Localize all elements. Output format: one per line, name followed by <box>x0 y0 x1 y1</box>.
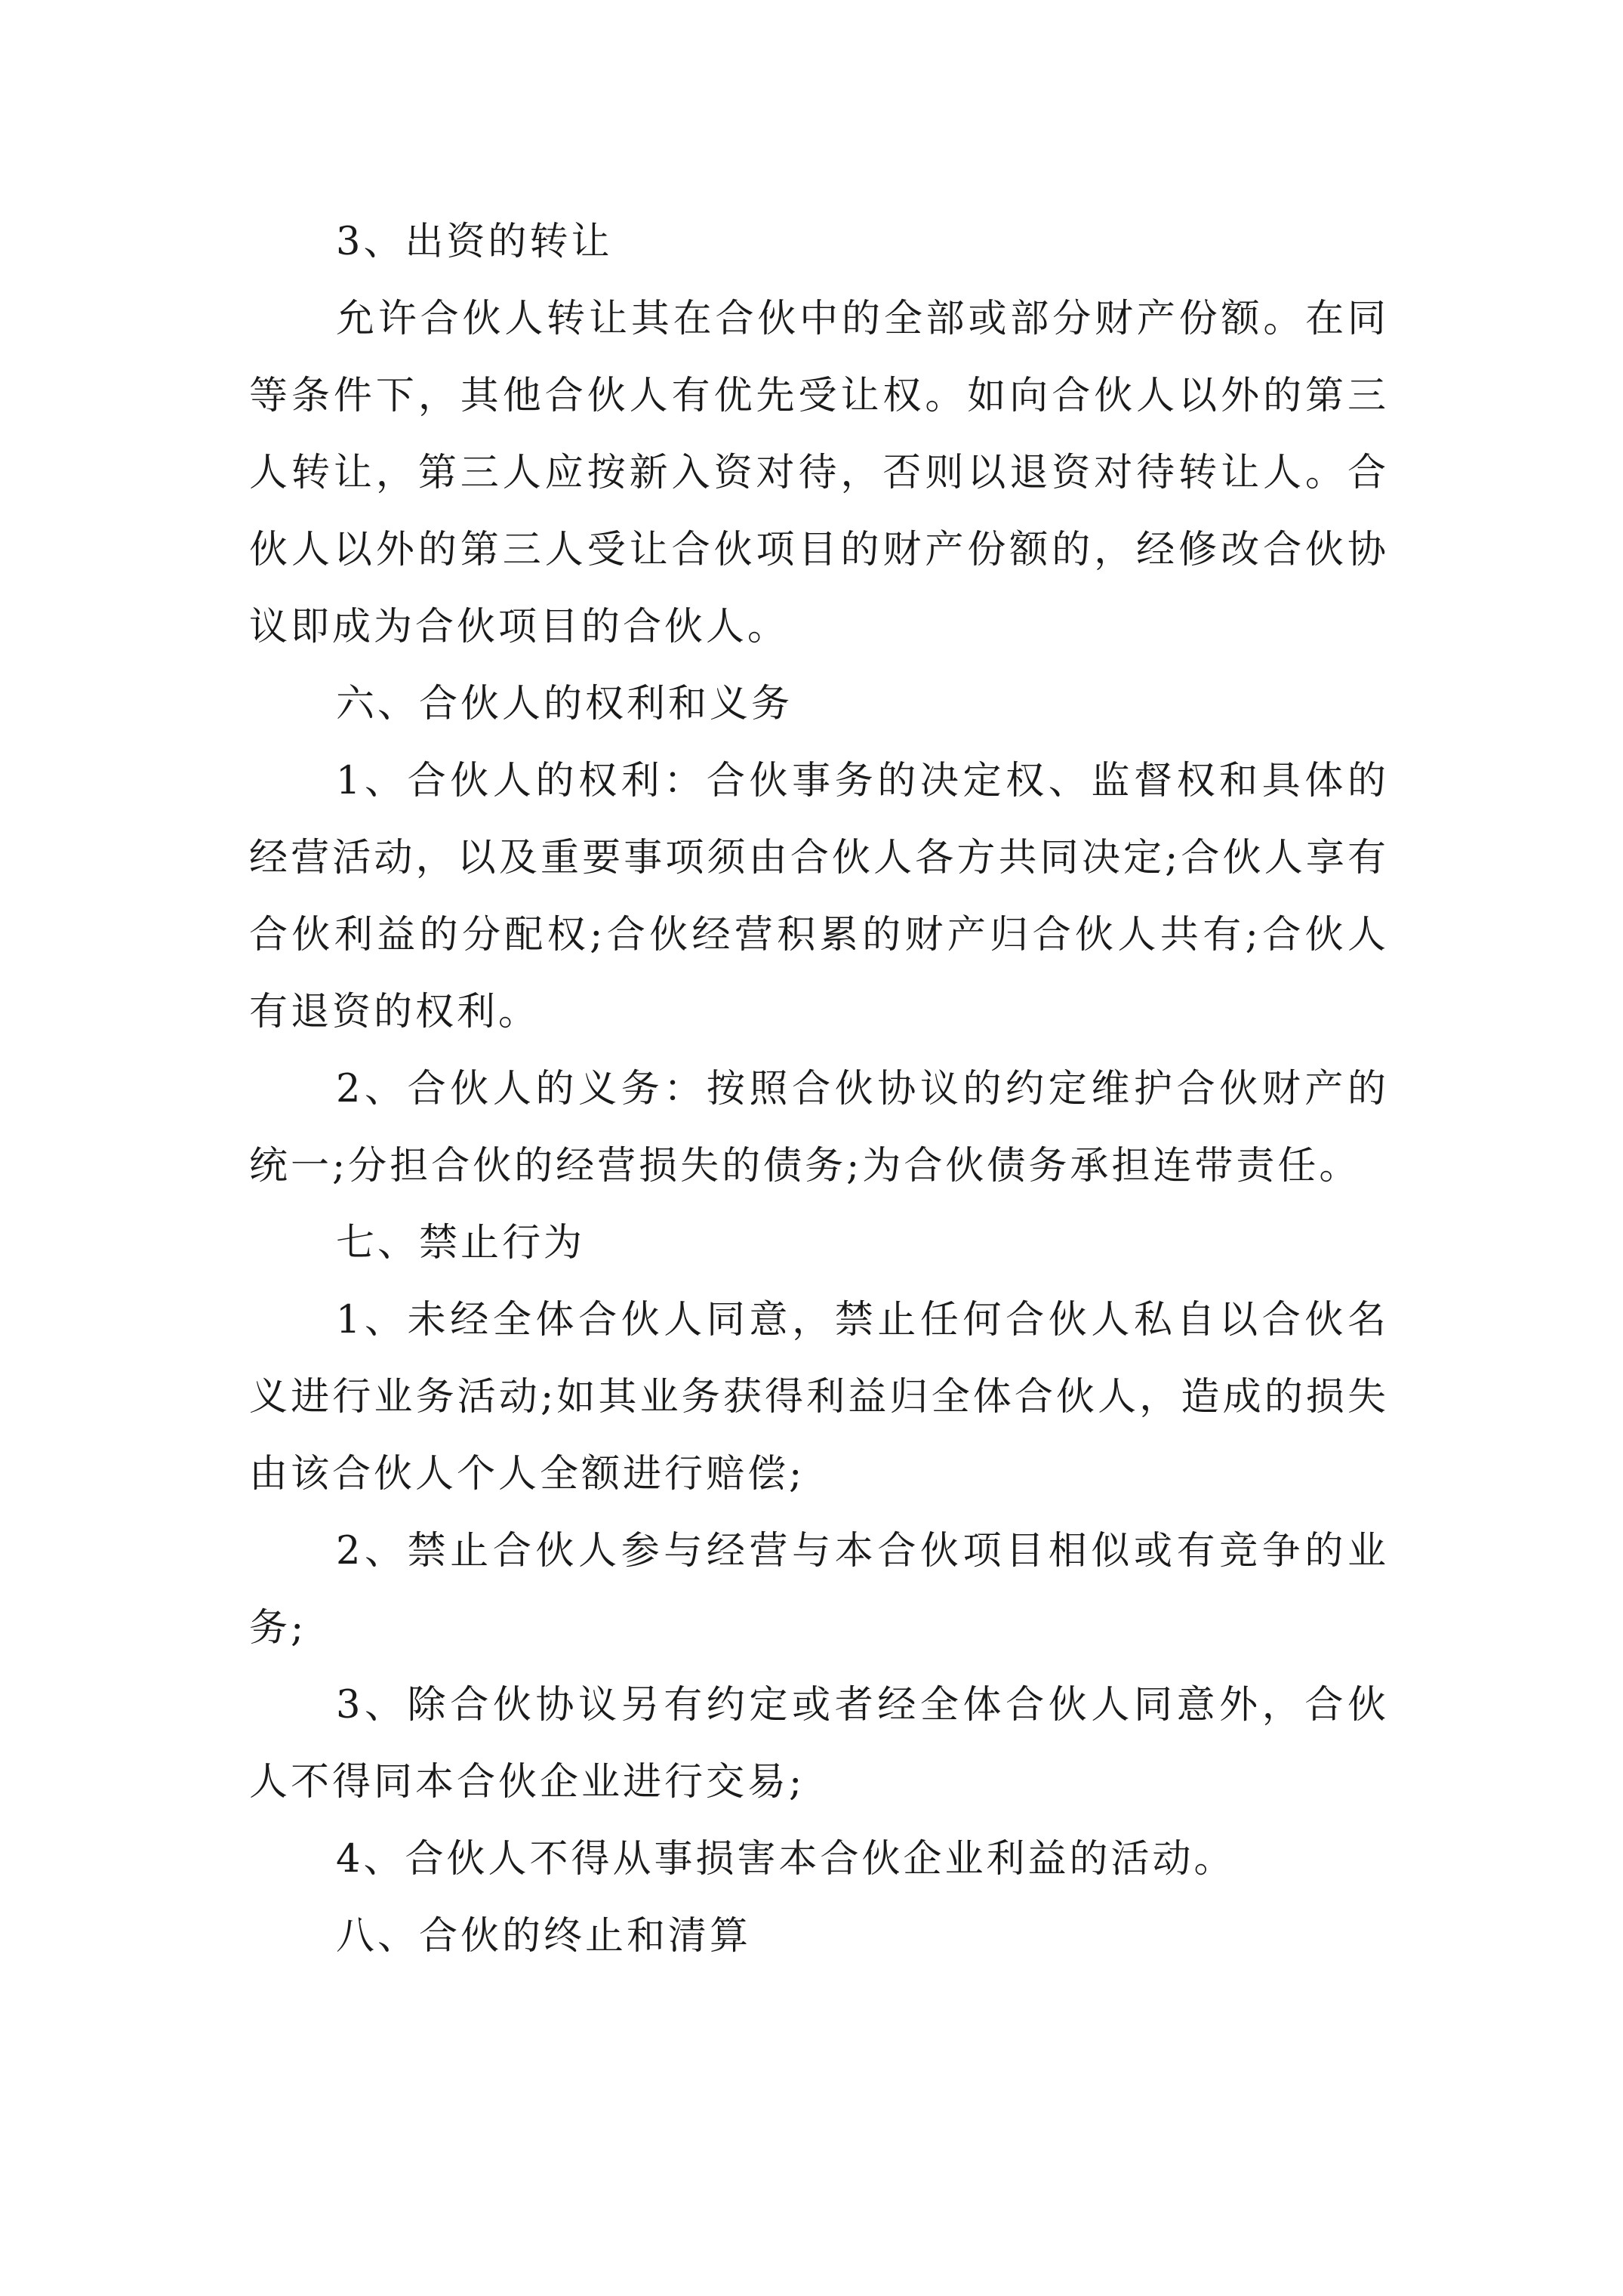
paragraph-prohibition-2: 2、禁止合伙人参与经营与本合伙项目相似或有竞争的业务; <box>249 1529 1389 1650</box>
paragraph-partner-rights: 1、合伙人的权利：合伙事务的决定权、监督权和具体的经营活动，以及重要事项须由合伙人各方共同决定;合伙人享有合伙利益的分配权;合伙经营积累的财产归合伙人共有;合伙人有退资的权利。 <box>249 759 1389 1034</box>
paragraph-prohibition-4: 4、合伙人不得从事损害本合伙企业利益的活动。 <box>336 1837 1236 1881</box>
paragraph-capital-transfer: 允许合伙人转让其在合伙中的全部或部分财产份额。在同等条件下，其他合伙人有优先受让权。如向合伙人以外的第三人转让，第三人应按新入资对待，否则以退资对待转让人。合伙人以外的第三人受让合伙项目的财产份额的，经修改合伙协议即成为合伙项目的合伙人。 <box>249 297 1389 649</box>
paragraph-prohibition-3: 3、除合伙协议另有约定或者经全体合伙人同意外，合伙人不得同本合伙企业进行交易; <box>249 1683 1389 1804</box>
section-heading-prohibited-acts: 七、禁止行为 <box>336 1221 586 1265</box>
section-heading-capital-transfer: 3、出资的转让 <box>336 220 613 264</box>
paragraph-partner-obligations: 2、合伙人的义务：按照合伙协议的约定维护合伙财产的统一;分担合伙的经营损失的债务;为合伙债务承担连带责任。 <box>249 1067 1389 1188</box>
section-heading-termination: 八、合伙的终止和清算 <box>336 1914 752 1959</box>
section-heading-rights-obligations: 六、合伙人的权利和义务 <box>336 682 793 726</box>
document-body <box>249 204 1389 1975</box>
paragraph-prohibition-1: 1、未经全体合伙人同意，禁止任何合伙人私自以合伙名义进行业务活动;如其业务获得利益归全体合伙人，造成的损失由该合伙人个人全额进行赔偿; <box>249 1298 1389 1496</box>
